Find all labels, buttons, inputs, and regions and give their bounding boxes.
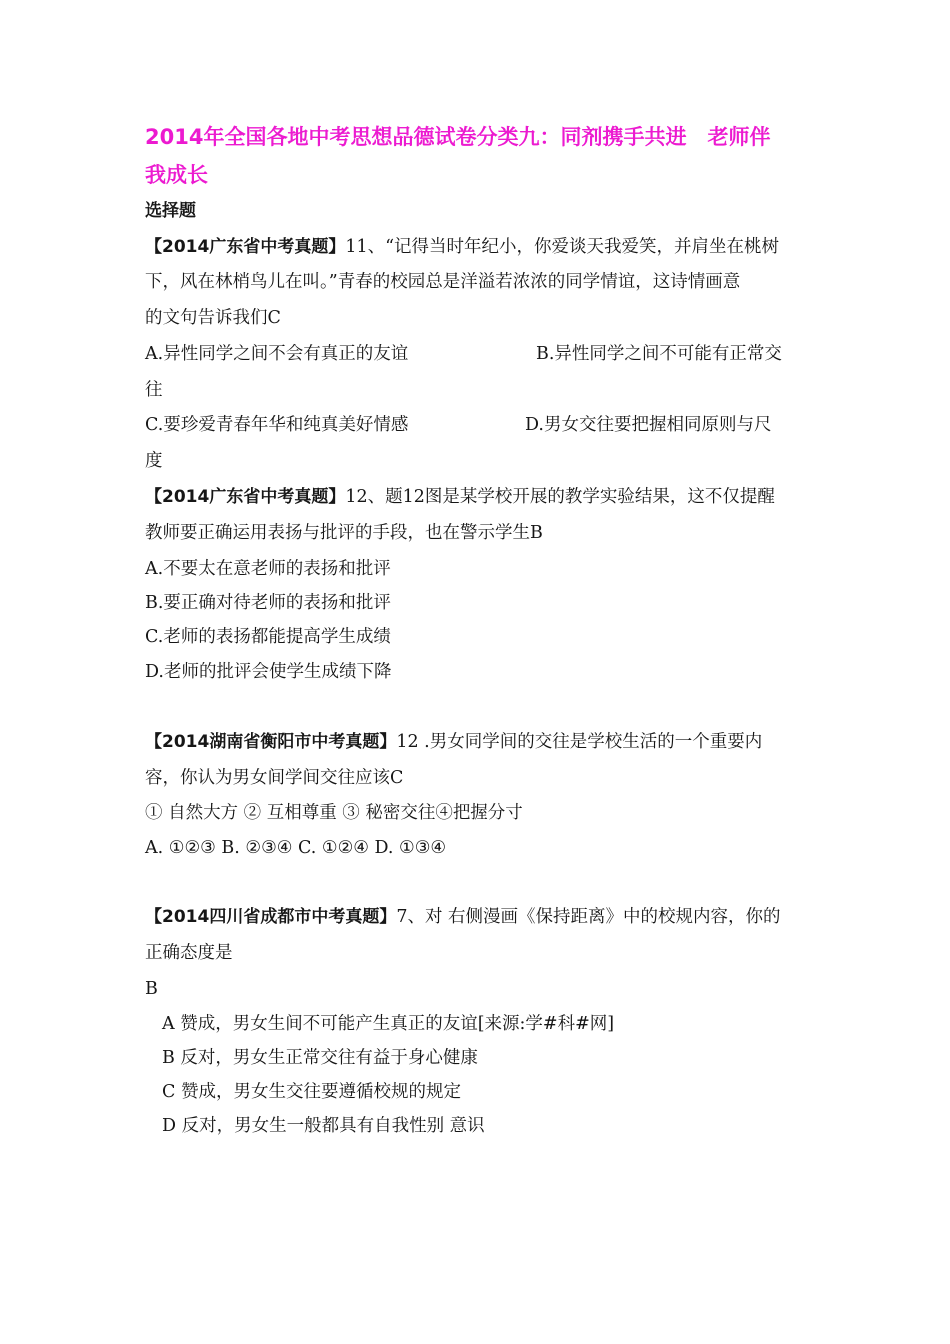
q2-source: 【2014广东省中考真题】	[145, 487, 346, 507]
q4-option-c: C 赞成，男女生交往要遵循校规的规定	[162, 1082, 461, 1102]
q2-text-1: 12、题12图是某学校开展的教学实验结果，这不仅提醒	[345, 487, 775, 507]
q1-option-c: C.要珍爱青春年华和纯真美好情感	[145, 415, 409, 435]
document-title	[145, 118, 825, 194]
q2-line-2: 教师要正确运用表扬与批评的手段，也在警示学生B	[145, 523, 543, 543]
title-line-1: 2014年全国各地中考思想品德试卷分类九：同剂携手共进 老师伴	[145, 125, 771, 149]
q2-line-1	[145, 485, 775, 509]
q3-items: ① 自然大方 ② 互相尊重 ③ 秘密交往④把握分寸	[145, 803, 523, 823]
title-line-2: 我成长	[145, 163, 208, 187]
q1-option-b-continued: 往	[145, 380, 163, 400]
q4-option-d: D 反对，男女生一般都具有自我性别 意识	[162, 1116, 485, 1136]
q4-text-1: 7、对 右侧漫画《保持距离》中的校规内容，你的	[396, 907, 781, 927]
q2-option-d: D.老师的批评会使学生成绩下降	[145, 662, 392, 682]
q1-line-2: 下，风在林梢鸟儿在叫。”青春的校园总是洋溢若浓浓的同学情谊，这诗情画意	[145, 272, 741, 292]
q3-source: 【2014湖南省衡阳市中考真题】	[145, 732, 397, 752]
q1-option-a: A.异性同学之间不会有真正的友谊	[145, 344, 409, 364]
q4-line-1	[145, 905, 781, 929]
q2-option-a: A.不要太在意老师的表扬和批评	[145, 559, 391, 579]
q4-source: 【2014四川省成都市中考真题】	[145, 907, 397, 927]
q1-source: 【2014广东省中考真题】	[145, 237, 346, 257]
q3-line-2: 容，你认为男女间学间交往应该C	[145, 768, 404, 788]
section-label: 选择题	[145, 201, 196, 221]
q1-option-d-continued: 度	[145, 451, 163, 471]
q4-answer: B	[145, 979, 158, 999]
q1-option-b: B.异性同学之间不可能有正常交	[536, 344, 782, 364]
q1-option-d: D.男女交往要把握相同原则与尺	[525, 415, 772, 435]
q1-line-3: 的文句告诉我们C	[145, 308, 281, 328]
q4-option-a: A 赞成，男女生间不可能产生真正的友谊[来源:学#科#网]	[162, 1014, 615, 1034]
q2-option-b: B.要正确对待老师的表扬和批评	[145, 593, 391, 613]
q1-text-1: 11、“记得当时年纪小，你爱谈天我爱笑，并肩坐在桃树	[345, 237, 780, 257]
q4-option-b: B 反对，男女生正常交往有益于身心健康	[162, 1048, 478, 1068]
q4-line-2: 正确态度是	[145, 943, 233, 963]
q1-line-1	[145, 235, 779, 259]
q2-option-c: C.老师的表扬都能提高学生成绩	[145, 627, 391, 647]
q3-choices: A. ①②③ B. ②③④ C. ①②④ D. ①③④	[145, 838, 447, 858]
q3-text-1: 12 .男女同学间的交往是学校生活的一个重要内	[396, 732, 763, 752]
q3-line-1	[145, 730, 762, 754]
